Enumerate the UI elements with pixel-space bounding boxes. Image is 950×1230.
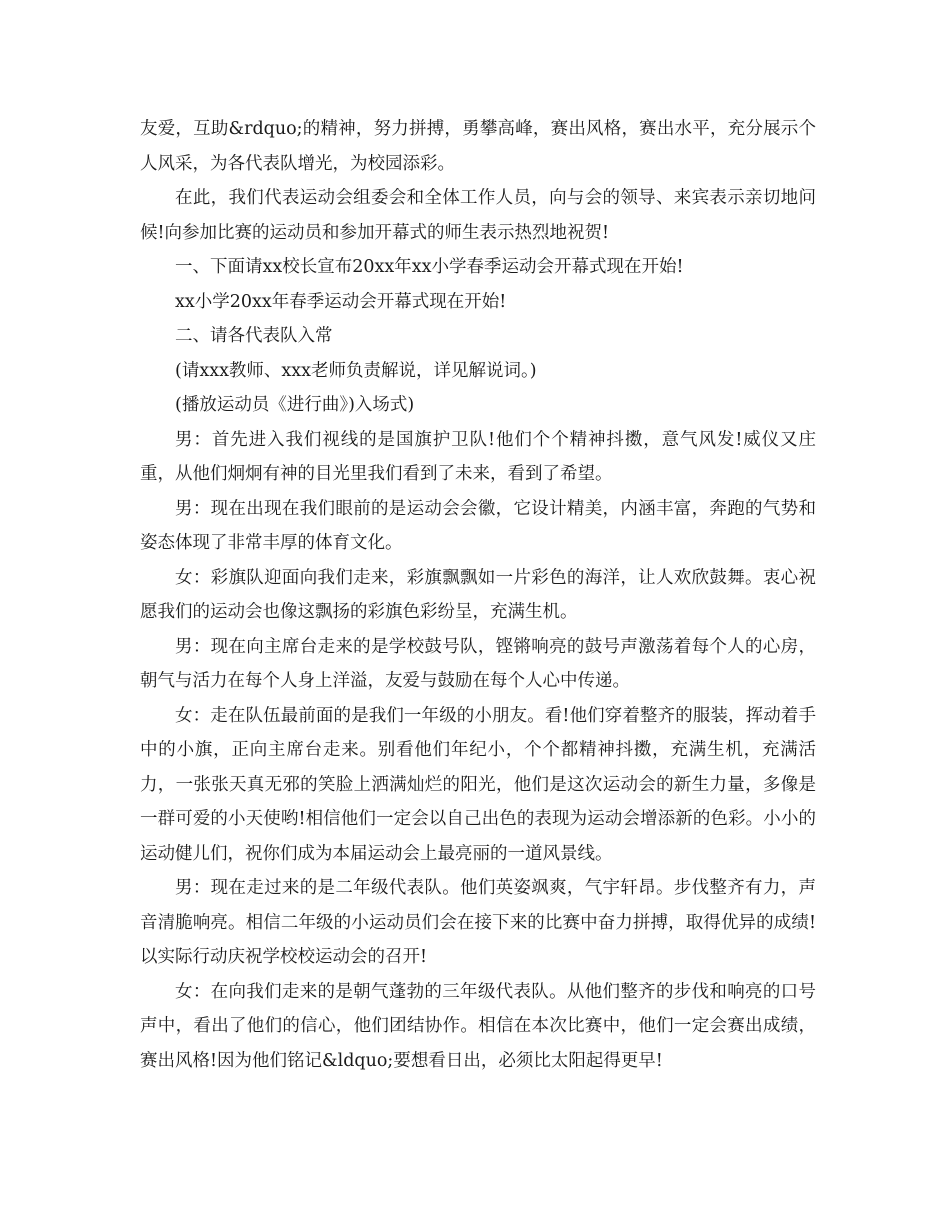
paragraph-6: (请xxx教师、xxx老师负责解说，详见解说词。): [175, 360, 537, 381]
paragraph-9: 男：现在出现在我们眼前的是运动会会徽，它设计精美，内涵丰富，奔跑的气势和姿态体现了非常丰厚的体育文化。: [140, 498, 816, 553]
paragraph-10: 女：彩旗队迎面向我们走来，彩旗飘飘如一片彩色的海洋，让人欢欣鼓舞。衷心祝愿我们的运动会也像这飘扬的彩旗色彩纷呈，充满生机。: [140, 567, 816, 622]
paragraph-13: 男：现在走过来的是二年级代表队。他们英姿飒爽，气宇轩昂。步伐整齐有力，声音清脆响亮。相信二年级的小运动员们会在接下来的比赛中奋力拼搏，取得优异的成绩!以实际行动庆祝学校校运动会的召开!: [140, 878, 816, 967]
document-body: [140, 112, 816, 1078]
paragraph-14: 女：在向我们走来的是朝气蓬勃的三年级代表队。从他们整齐的步伐和响亮的口号声中，看出了他们的信心，他们团结协作。相信在本次比赛中，他们一定会赛出成绩，赛出风格!因为他们铭记&ldquo;要想看日出，必须比太阳起得更早!: [140, 981, 816, 1071]
paragraph-7: (播放运动员《进行曲》)入场式): [175, 395, 415, 415]
paragraph-3: 一、下面请xx校长宣布20xx年xx小学春季运动会开幕式现在开始!: [175, 257, 684, 277]
paragraph-4: xx小学20xx年春季运动会开幕式现在开始!: [175, 291, 507, 312]
paragraph-2: 在此，我们代表运动会组委会和全体工作人员，向与会的领导、来宾表示亲切地问候!向参加比赛的运动员和参加开幕式的师生表示热烈地祝贺!: [140, 188, 816, 243]
paragraph-12: 女：走在队伍最前面的是我们一年级的小朋友。看!他们穿着整齐的服装，挥动着手中的小旗，正向主席台走来。别看他们年纪小，个个都精神抖擞，充满生机，充满活力，一张张天真无邪的笑脸上洒满灿烂的阳光，他们是这次运动会的新生力量，多像是一群可爱的小天使哟!相信他们一定会以自己出色的表现为运动会增添新的色彩。小小的运动健儿们，祝你们成为本届运动会上最亮丽的一道风景线。: [140, 705, 816, 864]
paragraph-11: 男：现在向主席台走来的是学校鼓号队，铿锵响亮的鼓号声激荡着每个人的心房，朝气与活力在每个人身上洋溢，友爱与鼓励在每个人心中传递。: [140, 636, 816, 691]
paragraph-1: 友爱，互助&rdquo;的精神，努力拼搏，勇攀高峰，赛出风格，赛出水平，充分展示个人风采，为各代表队增光，为校园添彩。: [140, 119, 816, 174]
paragraph-5: 二、请各代表队入常: [175, 326, 333, 346]
paragraph-8: 男：首先进入我们视线的是国旗护卫队!他们个个精神抖擞，意气风发!威仪又庄重，从他们炯炯有神的目光里我们看到了未来，看到了希望。: [140, 429, 816, 484]
